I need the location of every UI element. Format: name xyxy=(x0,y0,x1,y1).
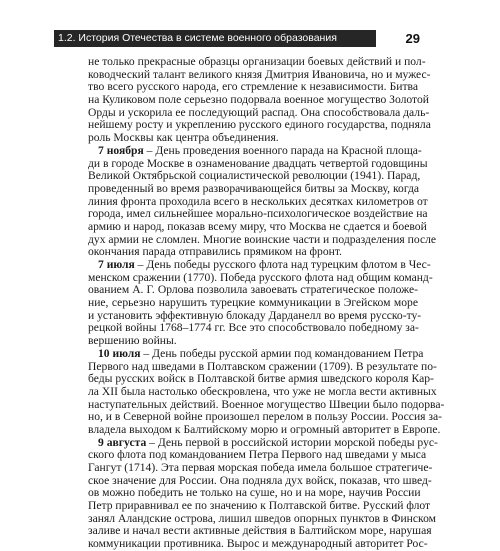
line-text: заливе и начал вести активные действия в Балтийском море, нарушая xyxy=(88,524,432,538)
line-text: беды русских войск в Полтавской битве армия шведского короля Кар- xyxy=(88,372,434,386)
line-text: Великой Октябрьской социалистической революции (1941). Парад, xyxy=(88,169,421,183)
paragraph xyxy=(88,258,433,348)
line-text: роль Москвы как центра объединения. xyxy=(88,131,279,145)
paragraph xyxy=(88,55,431,145)
line-text: наступательных действий. Военное могущество Швеции было подорва- xyxy=(88,397,445,411)
paragraph xyxy=(88,143,437,259)
line-text: дух армии не сломлен. Многие воинские части и подразделения после xyxy=(88,232,437,246)
line-text: ководческий талант великого князя Дмитрия Ивановича, но и мужес- xyxy=(88,67,431,81)
line-text: нейшему росту и укреплению русского единого государства, подняла xyxy=(88,118,431,132)
line-text: Орды и ускорила ее последующий распад. Она способствовала даль- xyxy=(88,105,430,119)
page-body xyxy=(88,55,445,551)
line-text: армию и народ, показав всему миру, что Москва не сдается и боевой xyxy=(88,219,427,233)
line-text: ское значение для России. Она подняла дух войск, показав, что швед- xyxy=(88,473,432,487)
line-text: – День победы русской армии под командованием Петра xyxy=(140,346,424,360)
date-heading: 9 августа xyxy=(98,435,147,449)
line-text: – День победы русского флота над турецким флотом в Чес- xyxy=(134,258,431,271)
paragraph xyxy=(88,435,438,551)
date-heading: 7 ноября xyxy=(98,143,144,157)
line-text: и установить эффективную блокаду Дарданелл во время русско-ту- xyxy=(88,308,422,322)
paragraph xyxy=(88,346,445,437)
line-text: вершению войны. xyxy=(88,334,177,348)
line-text: Петр приравнивал ее по значению к Полтавской битве. Русский флот xyxy=(88,499,431,513)
line-text: проведенный во время разворачивающейся битвы за Москву, когда xyxy=(88,181,420,195)
running-header: 1.2. История Отечества в системе военного образования xyxy=(54,30,376,47)
line-text: ского флота под командованием Петра Первого над шведами у мыса xyxy=(88,448,427,462)
line-text: занял Аландские острова, лишил шведов опорных пунктов в Финском xyxy=(88,511,436,525)
date-heading: 10 июля xyxy=(98,346,141,360)
line-text: владела выходом к Балтийскому морю и огромный авторитет в Европе. xyxy=(88,422,441,436)
line-text: но, и в Северной войне произошел перелом в пользу России. Россия за- xyxy=(88,410,442,424)
line-text: ние, серьезно нарушить турецкие коммуникации в Эгейском море xyxy=(88,296,418,310)
line-text: ованием А. Г. Орлова позволила завоевать стратегическое положе- xyxy=(88,283,418,297)
line-text: окончания парада отправились прямиком на фронт. xyxy=(88,245,342,259)
date-heading: 7 июля xyxy=(98,258,135,271)
line-text: не только прекрасные образцы организации боевых действий и пол- xyxy=(88,55,426,68)
line-text: Первого над шведами в Полтавском сражении (1709). В результате по- xyxy=(88,359,437,373)
line-text: города, имел сильнейшее морально-психологическое воздействие на xyxy=(88,207,428,221)
line-text: ди в городе Москве в ознаменование двадцать четвертой годовщины xyxy=(88,156,428,170)
line-text: коммуникации противника. Вырос и международный авторитет Рос- xyxy=(88,537,428,551)
line-text: – День проведения военного парада на Красной площа- xyxy=(143,143,422,157)
line-text: линия фронта проходила всего в нескольких десятках километров от xyxy=(88,194,428,208)
line-text: ла XII была настолько обескровлена, что уже не могла вести активных xyxy=(88,384,437,398)
line-text: менском сражении (1770). Победа русского флота над общим команд- xyxy=(88,270,433,284)
text-line xyxy=(88,537,428,551)
line-text: тво всего русского народа, его стремление к независимости. Битва xyxy=(88,80,418,94)
line-text: ов можно победить не только на суше, но и на море, научив России xyxy=(88,486,421,500)
page-number: 29 xyxy=(405,31,420,46)
line-text: Гангут (1714). Эта первая морская победа имела большое стратегиче- xyxy=(88,461,433,474)
line-text: на Куликовом поле серьезно подорвала военное могущество Золотой xyxy=(88,93,429,107)
line-text: рецкой войны 1768–1774 гг. Все это способствовало победному за- xyxy=(88,321,419,335)
line-text: – День первой в российской истории морской победы рус- xyxy=(146,435,438,449)
